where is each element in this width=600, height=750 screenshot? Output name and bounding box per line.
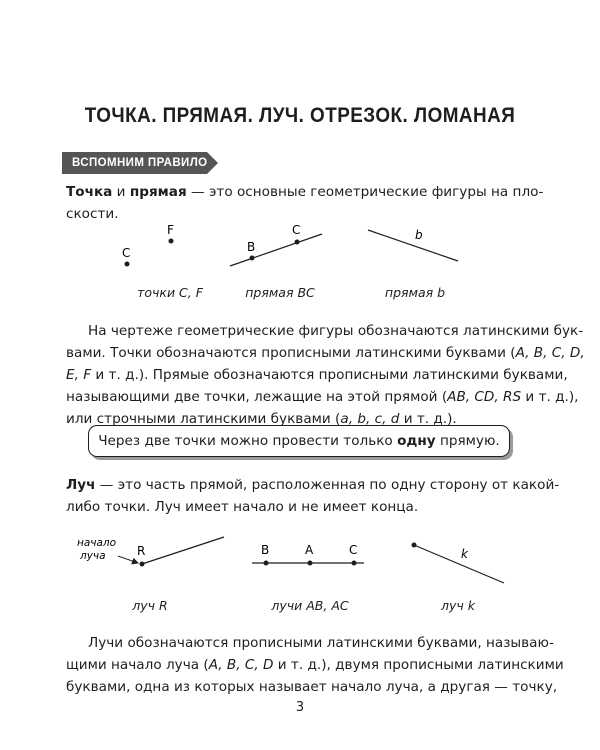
caption-ray-r: луч R bbox=[132, 598, 168, 613]
ray-def-line-2: либо точки. Луч имеет начало и не имеет конца. bbox=[66, 499, 419, 515]
ray-notation-line-1: Лучи обозначаются прописными латинскими буквами, называю- bbox=[88, 635, 554, 651]
ray-notation-line-2: щими начало луча (A, B, C, D и т. д.), двумя прописными латинскими bbox=[66, 657, 564, 673]
rule-box-emphasis: одну bbox=[397, 433, 436, 449]
point-f-dot bbox=[169, 239, 174, 244]
point-c-label: C bbox=[122, 246, 131, 260]
ray-k bbox=[414, 545, 504, 583]
notation-line-4: называющими две точки, лежащие на этой прямой (AB, CD, RS и т. д.), bbox=[66, 389, 579, 405]
point-c2-label: C bbox=[292, 223, 301, 237]
rule-box-two-points: Через две точки можно провести только одну прямую. bbox=[88, 425, 510, 457]
ray-notation-paragraph bbox=[66, 632, 564, 698]
point-b-dot bbox=[250, 256, 255, 261]
intro-line-1: Точка и прямая — это основные геометрические фигуры на пло- bbox=[66, 184, 544, 200]
point-f-label: F bbox=[167, 223, 174, 237]
line-b bbox=[368, 230, 458, 261]
ray-start-pointer bbox=[118, 556, 138, 563]
notation-paragraph bbox=[66, 320, 585, 430]
rule-banner bbox=[62, 152, 218, 174]
term-ray: Луч bbox=[66, 477, 96, 493]
term-point: Точка bbox=[66, 184, 113, 200]
point-c3-dot bbox=[352, 561, 357, 566]
point-b2-dot bbox=[264, 561, 269, 566]
ray-def-line-1: Луч — это часть прямой, расположенная по одну сторону от какой- bbox=[66, 477, 560, 493]
ray-start-label-1: начало bbox=[77, 537, 117, 549]
page-number: 3 bbox=[295, 700, 305, 715]
line-bc bbox=[230, 234, 322, 266]
caption-line-bc: прямая BC bbox=[245, 285, 315, 300]
intro-paragraph bbox=[66, 181, 544, 225]
ray-r-origin-dot bbox=[140, 562, 145, 567]
page-title: ТОЧКА. ПРЯМАЯ. ЛУЧ. ОТРЕЗОК. ЛОМАНАЯ bbox=[84, 104, 516, 127]
ray-r bbox=[142, 537, 224, 564]
point-a-dot bbox=[308, 561, 313, 566]
notation-line-3: E, F и т. д.). Прямые обозначаются прописными латинскими буквами, bbox=[66, 367, 568, 383]
figure-rays bbox=[66, 528, 516, 598]
point-b2-label: B bbox=[261, 543, 270, 557]
line-b-label: b bbox=[415, 228, 423, 242]
caption-line-b: прямая b bbox=[384, 285, 446, 300]
ray-k-label: k bbox=[461, 547, 468, 561]
intro-line-2: скости. bbox=[66, 206, 119, 222]
point-b-label: B bbox=[247, 240, 256, 254]
point-c3-label: C bbox=[349, 543, 358, 557]
point-a-label: A bbox=[305, 543, 314, 557]
ray-k-origin-dot bbox=[412, 543, 417, 548]
caption-ray-k: луч k bbox=[441, 598, 475, 613]
caption-points: точки C, F bbox=[137, 285, 203, 300]
notation-line-1: На чертеже геометрические фигуры обозначаются латинскими бук- bbox=[88, 323, 584, 339]
notation-line-2: вами. Точки обозначаются прописными латинскими буквами (A, B, C, D, bbox=[66, 345, 585, 361]
rule-banner-label: ВСПОМНИМ ПРАВИЛО bbox=[72, 157, 208, 169]
figure-rays-svg bbox=[66, 528, 516, 594]
point-c2-dot bbox=[295, 240, 300, 245]
figure-points-lines bbox=[66, 220, 486, 284]
ray-start-label-2: луча bbox=[80, 550, 106, 562]
figure-points-lines-svg bbox=[66, 220, 486, 280]
term-line: прямая bbox=[129, 184, 187, 200]
point-c-dot bbox=[125, 262, 130, 267]
point-r-label: R bbox=[137, 544, 146, 558]
ray-notation-line-3: буквами, одна из которых называет начало луча, а другая — точку, bbox=[66, 679, 558, 695]
notation-line-5: или строчными латинскими буквами (a, b, c, d и т. д.). bbox=[66, 411, 457, 427]
ray-definition-paragraph bbox=[66, 474, 560, 518]
caption-rays-ab-ac: лучи AB, AC bbox=[271, 598, 349, 613]
